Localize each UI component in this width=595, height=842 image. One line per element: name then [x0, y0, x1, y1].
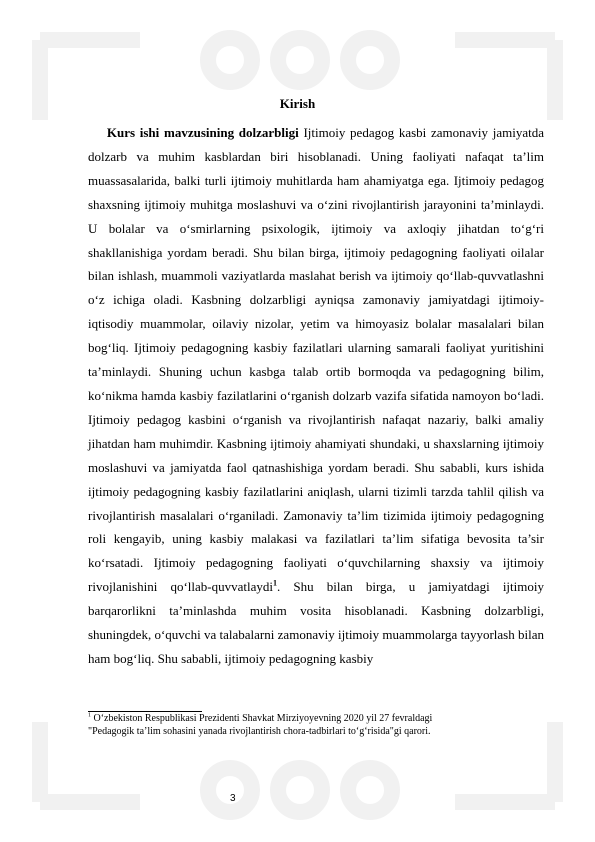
footnote	[88, 713, 558, 738]
footnote-text-1: O‘zbekiston Respublikasi Prezidenti Shavkat Mirziyoyevning 2020 yil 27 fevraldagi	[91, 713, 433, 724]
footnote-reference[interactable]: 1	[272, 578, 277, 588]
page-number: 3	[230, 793, 236, 804]
footnote-line-1	[88, 713, 558, 726]
intro-paragraph	[88, 121, 544, 671]
page-title: Kirish	[279, 96, 316, 111]
footnote-number: 1	[88, 712, 91, 719]
footnote-line-2: "Pedagogik ta’lim sohasini yanada rivojlantirish chora-tadbirlari to‘g‘risida"gi qarori.	[88, 725, 431, 737]
lead-phrase: Kurs ishi mavzusining dolzarbligi	[106, 125, 299, 140]
paragraph-text-part2: . Shu bilan birga, u jamiyatdagi ijtimoiy barqarorlikni ta’minlashda muhim vosita hisoblanadi. Kasbning dolzarbligi, shuningdek, o‘quvchi va talabalarni zamonaviy ijtimoiy muammolarga tayyorlash bilan ham bog‘liq. Shu sababli, ijtimoiy pedagogning kasbiy	[88, 579, 544, 666]
paragraph-text-part1: Ijtimoiy pedagog kasbi zamonaviy jamiyatda dolzarb va muhim kasblardan biri hisoblanadi. Uning faoliyati nafaqat ta’lim muassasalarida, balki turli ijtimoiy muhitlarda ham ahamiyatga ega. Ijtimoiy pedagog shaxsning ijtimoiy muhitga moslashuvi va o‘zini rivojlantirish jarayonini ta’minlaydi. U bolalar va o‘smirlarning psixologik, ijtimoiy va axloqiy jihatdan to‘g‘ri shakllanishiga yordam beradi. Shu bilan birga, ijtimoiy pedagogning faoliyati oilalar bilan ishlash, muammoli vaziyatlarda maslahat berish va ijtimoiy qo‘llab-quvvatlashni o‘z ichiga oladi. Kasbning dolzarbligi ayniqsa zamonaviy jamiyatdagi ijtimoiy-iqtisodiy muammolar, oilaviy nizolar, yetim va himoyasiz bolalar masalalari bilan bog‘liq. Ijtimoiy pedagogning kasbiy fazilatlari ularning samarali faoliyat yuritishini ta’minlaydi. Shuning uchun kasbga talab ortib bormoqda va pedagogning bilim, ko‘nikma hamda kasbiy fazilatlarini o‘rganish dolzarb vazifa sifatida namoyon bo‘ladi. Ijtimoiy pedagog kasbini o‘rganish va rivojlantirish nafaqat nazariy, balki amaliy jihatdan ham muhimdir. Kasbning ijtimoiy ahamiyati shundaki, u shaxslarning ijtimoiy moslashuvi va jamiyatda faol qatnashishiga yordam beradi. Shu sababli, kurs ishida ijtimoiy pedagogning kasbiy fazilatlarini aniqlash, ularni tizimli tarzda tahlil qilish va rivojlantirish masalalari o‘rganiladi. Zamonaviy ta’lim tizimida ijtimoiy pedagogning roli kengayib, uning kasbiy malakasi va fazilatlari ta’lim sifatiga bevosita ta’sir ko‘rsatadi. Ijtimoiy pedagogning faoliyati o‘quvchilarning shaxsiy va ijtimoiy rivojlanishini qo‘llab-quvvatlaydi	[88, 125, 544, 595]
footnote-divider	[88, 711, 202, 712]
